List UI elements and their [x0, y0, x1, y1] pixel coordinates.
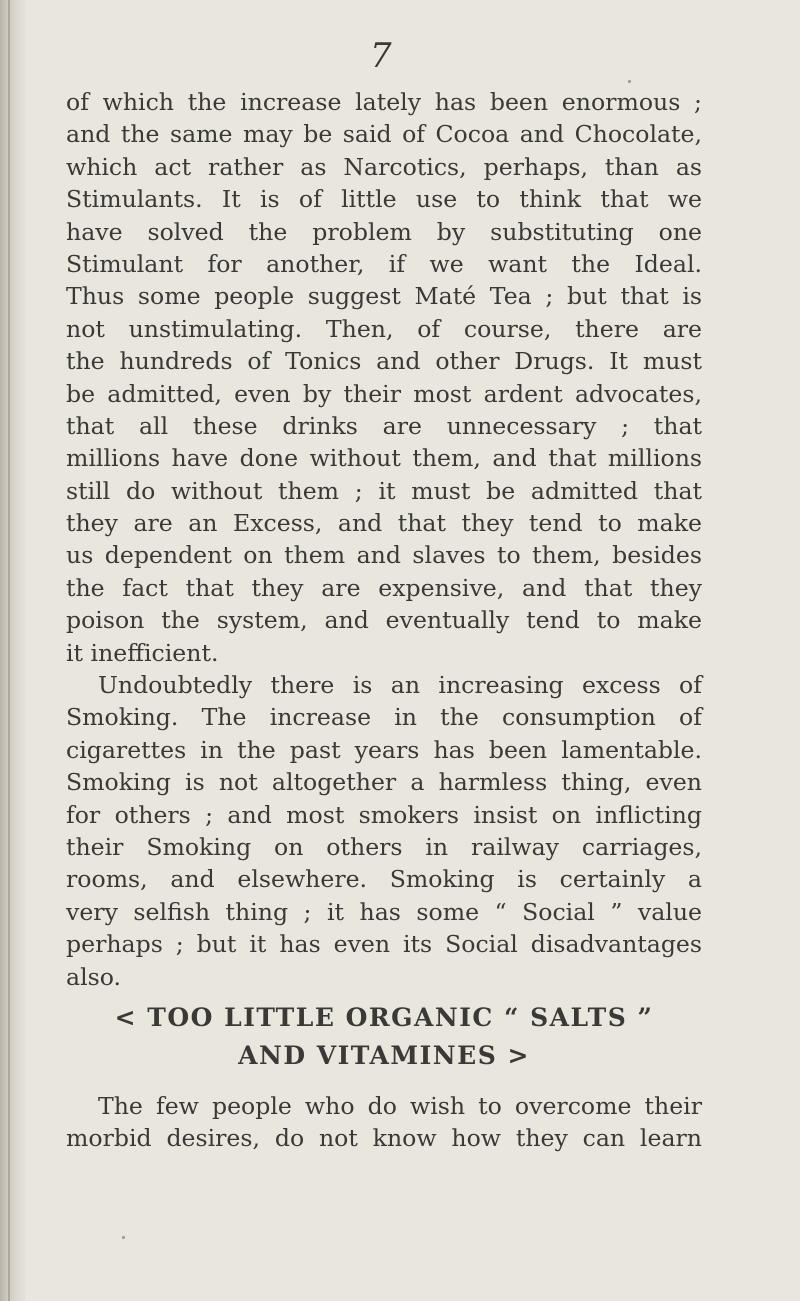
text-line: that all these drinks are unnecessary ; that	[66, 411, 702, 440]
text-line: Stimulants. It is of little use to think that we	[66, 185, 702, 214]
text-line: it inefficient.	[66, 638, 219, 667]
text-line: their Smoking on others in railway carriages,	[66, 832, 702, 861]
text-line: they are an Excess, and that they tend to make	[66, 509, 702, 538]
text-line: be admitted, even by their most ardent advocates,	[66, 379, 702, 408]
body-text	[66, 1090, 702, 1155]
text-line: still do without them ; it must be admitted that	[66, 476, 702, 505]
text-line: for others ; and most smokers insist on inflicting	[66, 800, 702, 829]
text-line: Undoubtedly there is an increasing excess of	[98, 671, 702, 700]
text-line: Smoking is not altogether a harmless thing, even	[66, 768, 702, 797]
text-line: The few people who do wish to overcome their	[98, 1092, 702, 1120]
text-line: millions have done without them, and that millions	[66, 444, 702, 473]
paper-speck	[628, 80, 631, 83]
text-line: Thus some people suggest Maté Tea ; but that is	[66, 282, 702, 311]
text-line: and the same may be said of Cocoa and Chocolate,	[66, 120, 702, 149]
text-line: the fact that they are expensive, and that they	[66, 573, 702, 602]
text-line: which act rather as Narcotics, perhaps, than as	[66, 152, 702, 181]
text-line: have solved the problem by substituting one	[66, 217, 702, 246]
text-line: Stimulant for another, if we want the Ideal.	[66, 249, 702, 278]
text-line: very selfish thing ; it has some “ Social ” value	[66, 897, 702, 926]
text-line: cigarettes in the past years has been lamentable.	[66, 735, 702, 764]
page-gutter-shadow	[0, 0, 26, 1301]
section-heading: AND VITAMINES >	[238, 1041, 530, 1070]
text-line: poison the system, and eventually tend to make	[66, 606, 702, 635]
body-text	[66, 86, 702, 993]
page-number: 7	[370, 36, 392, 76]
text-line: perhaps ; but it has even its Social disadvantages	[66, 930, 702, 959]
text-line: the hundreds of Tonics and other Drugs. It must	[66, 347, 702, 376]
binding-edge-line	[8, 0, 10, 1301]
text-line: us dependent on them and slaves to them, besides	[66, 541, 702, 570]
text-line: rooms, and elsewhere. Smoking is certainly a	[66, 865, 702, 894]
text-line: of which the increase lately has been enormous ;	[66, 88, 702, 116]
text-line: morbid desires, do not know how they can learn	[66, 1124, 702, 1153]
text-line: not unstimulating. Then, of course, there are	[66, 314, 702, 343]
section-heading: < TOO LITTLE ORGANIC “ SALTS ”	[114, 1003, 654, 1032]
text-line: Smoking. The increase in the consumption of	[66, 703, 702, 732]
text-line: also.	[66, 962, 122, 991]
paper-speck	[122, 1236, 125, 1239]
